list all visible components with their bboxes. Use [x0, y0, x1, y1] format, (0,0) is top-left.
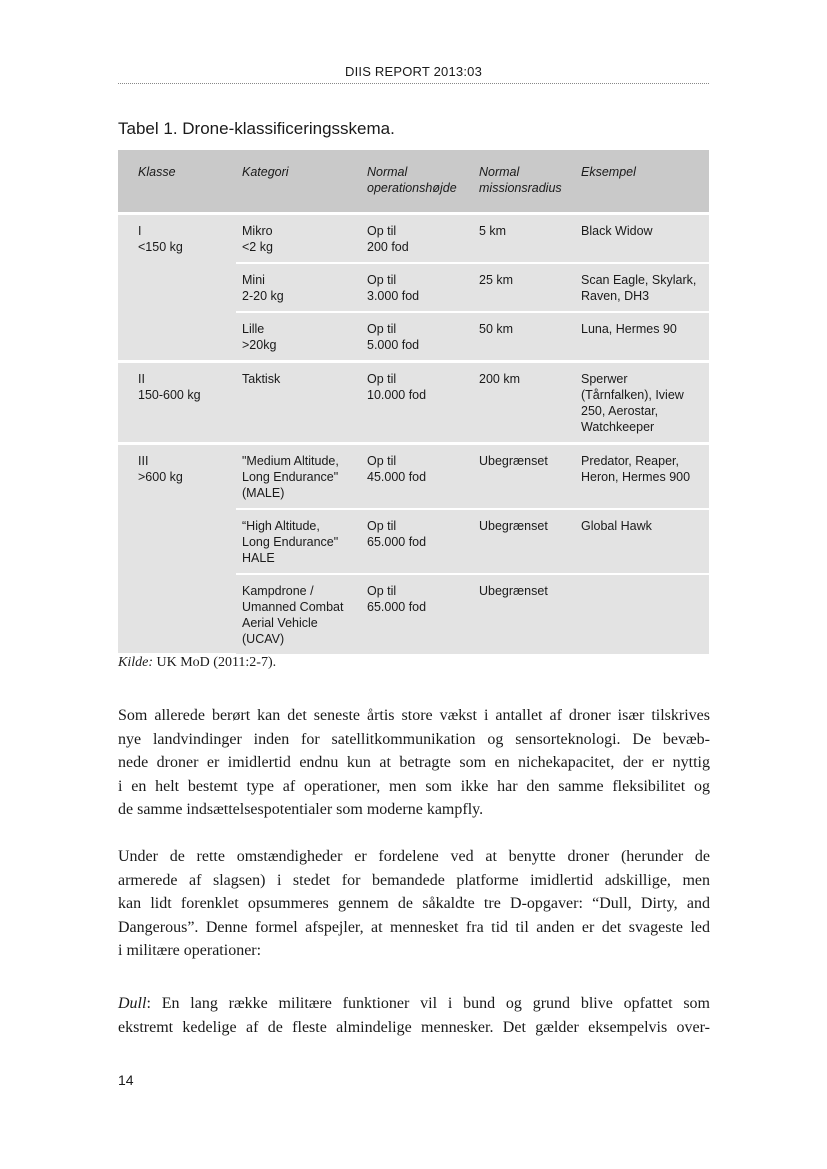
cell-text: "Medium Altitude, [242, 454, 339, 468]
cell-text: Op til [367, 224, 397, 238]
cell-text: Op til [367, 372, 397, 386]
cell-text: Sperwer [581, 372, 628, 386]
cell-text: Kampdrone / [242, 584, 314, 598]
cell-text: Ubegrænset [479, 454, 548, 468]
cell-text: Op til [367, 584, 397, 598]
column-header-text: Normal [367, 165, 408, 179]
cell-text: Lille [242, 322, 265, 336]
kategori-cell [236, 509, 361, 574]
hoejde-cell [361, 263, 473, 312]
cell-text: HALE [242, 551, 275, 565]
eksempel-cell [575, 509, 709, 574]
cell-text: II [138, 372, 145, 386]
radius-cell [473, 362, 575, 444]
column-header-radius [473, 150, 575, 214]
eksempel-cell [575, 214, 709, 264]
kategori-cell [236, 444, 361, 510]
kategori-cell [236, 312, 361, 362]
cell-text: Raven, DH3 [581, 289, 650, 303]
klasse-cell [118, 214, 236, 362]
hoejde-cell [361, 312, 473, 362]
column-header-text: operationshøjde [367, 181, 457, 195]
kategori-cell [236, 362, 361, 444]
cell-text: 45.000 fod [367, 470, 427, 484]
column-header-text: missionsradius [479, 181, 562, 195]
source-text: UK MoD (2011:2-7). [153, 655, 277, 670]
cell-text: 200 fod [367, 240, 409, 254]
eksempel-cell [575, 444, 709, 510]
cell-text: Luna, Hermes 90 [581, 322, 677, 336]
text-line: Under de rette omstændigheder er fordelene ved at benytte droner (herunder de [118, 848, 710, 865]
radius-cell [473, 444, 575, 510]
text-line: Som allerede berørt kan det seneste årtis store vækst i antallet af droner især tilskrives [118, 707, 710, 724]
text-line: i militære operationer: [118, 942, 262, 959]
radius-cell [473, 312, 575, 362]
page-number: 14 [118, 1072, 134, 1088]
paragraph [118, 704, 710, 822]
cell-text: 250, Aerostar, [581, 404, 659, 418]
klasse-cell [118, 362, 236, 444]
cell-text: 25 km [479, 273, 514, 287]
table-row [118, 362, 709, 444]
kategori-cell [236, 574, 361, 654]
column-header-klasse [118, 150, 236, 214]
cell-text: 10.000 fod [367, 388, 427, 402]
cell-text: Ubegrænset [479, 584, 548, 598]
cell-text: (UCAV) [242, 632, 285, 646]
drone-classification-table [118, 150, 709, 656]
text-line: ekstremt kedelige af de fleste almindelige mennesker. Det gælder eksempelvis over- [118, 1018, 710, 1036]
cell-text: Aerial Vehicle [242, 616, 318, 630]
hoejde-cell [361, 214, 473, 264]
cell-text: <150 kg [138, 240, 183, 254]
radius-cell [473, 574, 575, 654]
table-row [118, 214, 709, 264]
cell-text: 50 km [479, 322, 514, 336]
text-line: Dangerous”. Denne formel afspejler, at mennesket fra tid til anden er det svageste led [118, 918, 710, 936]
kategori-cell [236, 214, 361, 264]
cell-text: Long Endurance" [242, 470, 339, 484]
klasse-cell [118, 444, 236, 655]
eksempel-cell [575, 362, 709, 444]
radius-cell [473, 214, 575, 264]
cell-text: (Tårnfalken), Iview [581, 388, 684, 402]
cell-text: III [138, 454, 149, 468]
paragraph [118, 845, 710, 963]
cell-text: (MALE) [242, 486, 285, 500]
cell-text: Watchkeeper [581, 420, 655, 434]
table-row [118, 444, 709, 510]
text-line: armerede af slagsen) i stedet for bemandede platforme imidlertid adskillige, men [118, 871, 710, 889]
cell-text: I [138, 224, 142, 238]
column-header-kategori [236, 150, 361, 214]
cell-text: Umanned Combat [242, 600, 344, 614]
cell-text: Op til [367, 519, 397, 533]
cell-text: Black Widow [581, 224, 653, 238]
cell-text: 5 km [479, 224, 507, 238]
cell-text: Op til [367, 322, 397, 336]
cell-text: 200 km [479, 372, 520, 386]
radius-cell [473, 509, 575, 574]
cell-text: 2-20 kg [242, 289, 284, 303]
hoejde-cell [361, 509, 473, 574]
cell-text: 3.000 fod [367, 289, 420, 303]
cell-text: 5.000 fod [367, 338, 420, 352]
column-header-eksempel [575, 150, 709, 214]
paragraph-dull [118, 992, 710, 1039]
cell-text: Global Hawk [581, 519, 652, 533]
cell-text: Mikro [242, 224, 273, 238]
eksempel-cell [575, 574, 709, 654]
cell-text: 150-600 kg [138, 388, 201, 402]
cell-text: Scan Eagle, Skylark, [581, 273, 697, 287]
cell-text: Long Endurance" [242, 535, 339, 549]
hoejde-cell [361, 444, 473, 510]
cell-text: Op til [367, 454, 397, 468]
text-line: kan lidt forenklet opsummeres gennem de såkaldte tre D-opgaver: “Dull, Dirty, and [118, 895, 710, 912]
table-caption: Tabel 1. Drone-klassificeringsskema. [118, 119, 395, 138]
column-header-text: Kategori [242, 165, 289, 179]
cell-text: Predator, Reaper, [581, 454, 679, 468]
hoejde-cell [361, 574, 473, 654]
dull-term: Dull [118, 995, 147, 1012]
dull-text: : En lang række militære funktioner vil i bund og grund blive opfattet som [146, 995, 710, 1012]
text-line [118, 992, 710, 1016]
cell-text: “High Altitude, [242, 519, 320, 533]
cell-text: Mini [242, 273, 265, 287]
running-header: DIIS REPORT 2013:03 [345, 64, 482, 79]
column-header-text: Klasse [138, 165, 176, 179]
cell-text: Taktisk [242, 372, 281, 386]
kategori-cell [236, 263, 361, 312]
cell-text: 65.000 fod [367, 535, 427, 549]
eksempel-cell [575, 312, 709, 362]
radius-cell [473, 263, 575, 312]
column-header-hoejde [361, 150, 473, 214]
cell-text: <2 kg [242, 240, 273, 254]
cell-text: Ubegrænset [479, 519, 548, 533]
column-header-text: Eksempel [581, 165, 636, 179]
cell-text: >600 kg [138, 470, 183, 484]
table-source [118, 655, 276, 671]
cell-text: Op til [367, 273, 397, 287]
cell-text: >20kg [242, 338, 277, 352]
text-line: de samme indsættelsespotentialer som moderne kampfly. [118, 801, 484, 818]
cell-text: Heron, Hermes 900 [581, 470, 691, 484]
table-header-row [118, 150, 709, 214]
text-line: nede droner er imidlertid endnu kun at betragte som en nichekapacitet, der er nyttig [118, 754, 710, 771]
eksempel-cell [575, 263, 709, 312]
text-line: nye landvindinger inden for satellitkommunikation og sensorteknologi. De bevæb- [118, 730, 710, 748]
source-label: Kilde: [118, 655, 153, 670]
cell-text: 65.000 fod [367, 600, 427, 614]
hoejde-cell [361, 362, 473, 444]
header-rule [118, 83, 709, 84]
column-header-text: Normal [479, 165, 520, 179]
text-line: i en helt bestemt type af operationer, men som ikke har den samme fleksibilitet og [118, 777, 710, 795]
